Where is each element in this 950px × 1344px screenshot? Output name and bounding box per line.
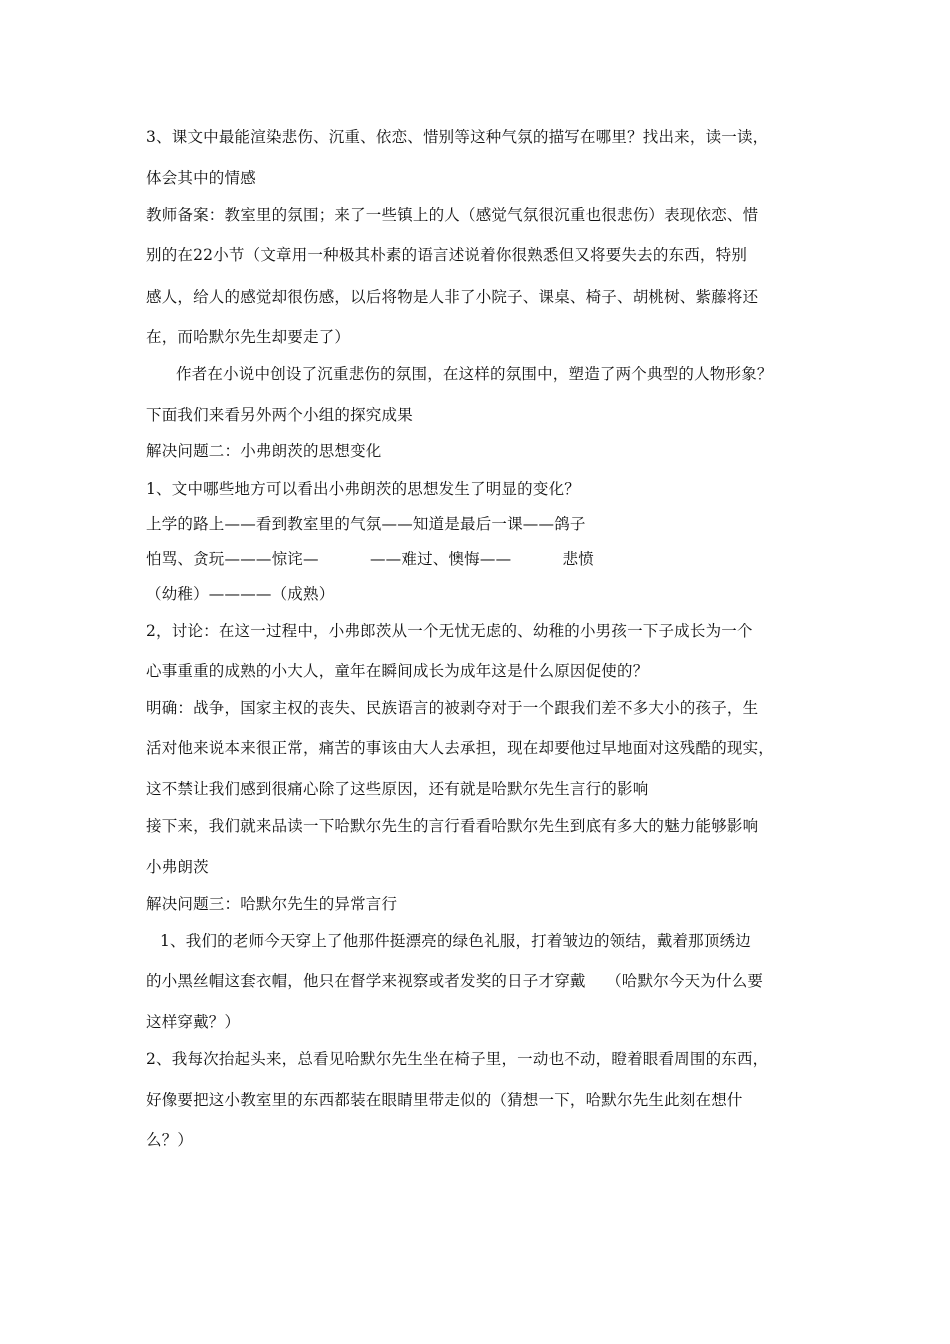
sequence-line-1: 上学的路上——看到教室里的气氛——知道是最后一课——鸽子 — [146, 515, 586, 533]
teacher-note-line-2: 别的在22小节（文章用一种极其朴素的语言述说着你很熟悉但又将要失去的东西，特别 — [146, 246, 748, 264]
paragraph-line-1: 作者在小说中创设了沉重悲伤的氛围，在这样的氛围中，塑造了两个典型的人物形象？ — [176, 365, 773, 383]
teacher-note-line-4: 在，而哈默尔先生却要走了） — [146, 328, 351, 346]
problem-2-heading: 解决问题二：小弗朗茨的思想变化 — [146, 442, 382, 460]
discussion-line-1: 2，讨论：在这一过程中，小弗郎茨从一个无忧无虑的、幼稚的小男孩一下子成长为一个 — [146, 622, 753, 640]
teacher-note-line-1: 教师备案：教室里的氛围；来了一些镇上的人（感觉气氛很沉重也很悲伤）表现依恋、惜 — [146, 206, 759, 224]
clarification-line-2: 活对他来说本来很正常，痛苦的事该由大人去承担，现在却要他过早地面对这残酷的现实， — [146, 739, 775, 757]
sequence-line-3: （幼稚）————（成熟） — [146, 585, 335, 603]
transition-line-2: 小弗朗茨 — [146, 858, 209, 876]
teacher-note-line-3: 感人，给人的感觉却很伤感，以后将物是人非了小院子、课桌、椅子、胡桃树、紫藤将还 — [146, 288, 759, 306]
transition-line-1: 接下来，我们就来品读一下哈默尔先生的言行看看哈默尔先生到底有多大的魅力能够影响 — [146, 817, 759, 835]
quote-2-line-1: 2、我每次抬起头来，总看见哈默尔先生坐在椅子里，一动也不动，瞪着眼看周围的东西， — [146, 1050, 769, 1068]
quote-2-line-2: 好像要把这小教室里的东西都装在眼睛里带走似的（猜想一下，哈默尔先生此刻在想什 — [146, 1091, 743, 1109]
problem-3-heading: 解决问题三：哈默尔先生的异常言行 — [146, 895, 398, 913]
question-3-line-1: 3、课文中最能渲染悲伤、沉重、依恋、惜别等这种气氛的描写在哪里？找出来，读一读， — [146, 128, 769, 146]
quote-2-line-3: 么？） — [146, 1131, 194, 1149]
quote-1-line-1: 1、我们的老师今天穿上了他那件挺漂亮的绿色礼服，打着皱边的领结，戴着那顶绣边 — [160, 932, 751, 950]
discussion-line-2: 心事重重的成熟的小大人，童年在瞬间成长为成年这是什么原因促使的？ — [146, 662, 649, 680]
quote-1-line-3: 这样穿戴？） — [146, 1013, 241, 1031]
quote-1-line-2: 的小黑丝帽这套衣帽，他只在督学来视察或者发奖的日子才穿戴 （哈默尔今天为什么要 — [146, 972, 764, 990]
question-3-line-2: 体会其中的情感 — [146, 169, 256, 187]
clarification-line-1: 明确：战争，国家主权的丧失、民族语言的被剥夺对于一个跟我们差不多大小的孩子，生 — [146, 699, 759, 717]
paragraph-line-2: 下面我们来看另外两个小组的探究成果 — [146, 406, 413, 424]
clarification-line-3: 这不禁让我们感到很痛心除了这些原因，还有就是哈默尔先生言行的影响 — [146, 780, 649, 798]
item-1-question: 1、文中哪些地方可以看出小弗朗茨的思想发生了明显的变化？ — [146, 480, 580, 498]
sequence-line-2: 怕骂、贪玩———惊诧— ——难过、懊悔—— 悲愤 — [146, 550, 594, 568]
